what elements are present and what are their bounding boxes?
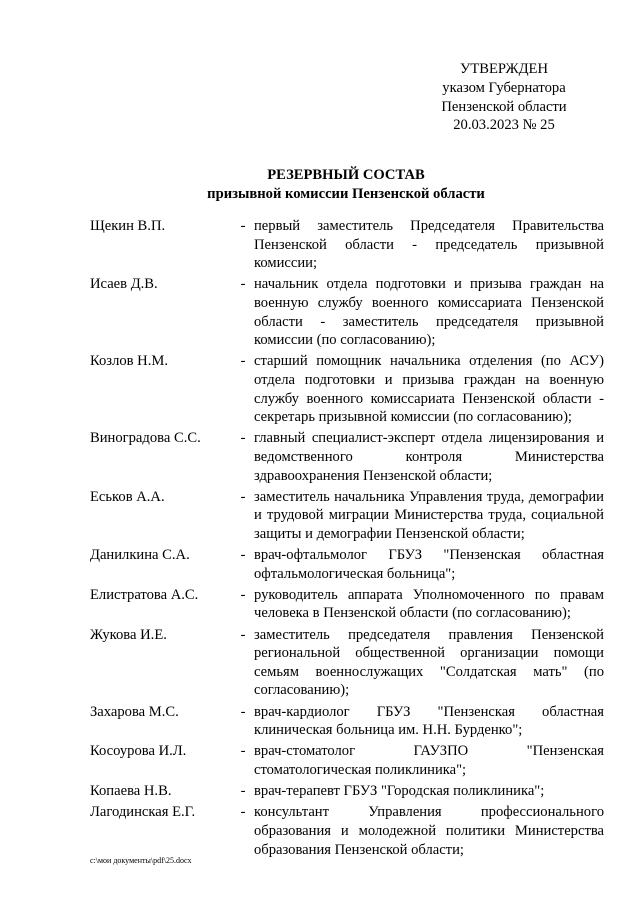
- separator-dash: -: [240, 743, 246, 760]
- roster-row: [90, 546, 604, 583]
- separator-dash: -: [240, 586, 246, 603]
- roster-row: [90, 782, 604, 801]
- member-position: заместитель начальника Управления труда, демографии и трудовой миграции Министерства труда, социальной защиты и демографии Пензенской области;: [254, 488, 604, 542]
- separator-dash: -: [240, 547, 246, 564]
- member-position: врач-офтальмолог ГБУЗ "Пензенская областная офтальмологическая больница";: [254, 547, 604, 582]
- member-name: Лагодинская Е.Г.: [90, 804, 196, 821]
- document-title: [90, 166, 602, 204]
- member-name: Жукова И.Е.: [90, 626, 167, 643]
- member-name: Елистратова А.С.: [90, 586, 199, 603]
- roster-row: [90, 703, 604, 740]
- roster-row: [90, 803, 604, 859]
- approval-region: Пензенской области: [441, 98, 567, 115]
- member-position: консультант Управления профессионального образования и молодежной политики Министерства образования Пензенской области;: [254, 804, 604, 858]
- separator-dash: -: [240, 804, 246, 821]
- member-name: Еськов А.А.: [90, 488, 165, 505]
- file-path-footer: c:\мои документы\pdf\25.docx: [90, 856, 192, 865]
- roster-row: [90, 217, 604, 273]
- approval-date-number: 20.03.2023 № 25: [453, 117, 555, 134]
- member-position: старший помощник начальника отделения (по АСУ) отдела подготовки и призыва граждан на военную службу военного комиссариата Пензенской области - секретарь призывной комиссии (по согласованию);: [254, 353, 604, 426]
- member-name: Данилкина С.А.: [90, 547, 190, 564]
- approval-decree: указом Губернатора: [442, 79, 566, 96]
- member-position: врач-терапевт ГБУЗ "Городская поликлиника";: [254, 783, 545, 800]
- member-position: главный специалист-эксперт отдела лицензирования и ведомственного контроля Министерства здравоохранения Пензенской области;: [254, 430, 604, 484]
- member-position: врач-стоматолог ГАУЗПО "Пензенская стоматологическая поликлиника";: [254, 743, 604, 778]
- member-position: начальник отдела подготовки и призыва граждан на военную службу военного комиссариата Пензенской области - заместитель председателя призывной комиссии (по согласованию);: [254, 276, 604, 349]
- roster-row: [90, 429, 604, 485]
- roster-row: [90, 275, 604, 349]
- member-name: Виноградова С.С.: [90, 430, 201, 447]
- member-position: врач-кардиолог ГБУЗ "Пензенская областная клиническая больница им. Н.Н. Бурденко";: [254, 703, 604, 739]
- member-position: заместитель председателя правления Пензенской региональной общественной организации помощи семьям военнослужащих "Солдатская мать" (по согласованию);: [254, 626, 604, 699]
- approval-stamp: [404, 60, 604, 135]
- title-main: РЕЗЕРВНЫЙ СОСТАВ: [267, 167, 425, 183]
- separator-dash: -: [240, 276, 246, 293]
- member-name: Копаева Н.В.: [90, 783, 172, 800]
- separator-dash: -: [240, 353, 246, 370]
- separator-dash: -: [240, 430, 246, 447]
- separator-dash: -: [240, 703, 246, 720]
- separator-dash: -: [240, 626, 246, 643]
- roster-row: [90, 352, 604, 426]
- roster-row: [90, 488, 604, 544]
- separator-dash: -: [240, 218, 246, 234]
- member-position: руководитель аппарата Уполномоченного по правам человека в Пензенской области (по согласованию);: [254, 586, 604, 622]
- commission-roster: [90, 217, 604, 862]
- approval-heading: УТВЕРЖДЕН: [460, 61, 548, 77]
- roster-row: [90, 742, 604, 779]
- member-name: Щекин В.П.: [90, 218, 166, 234]
- roster-row: [90, 586, 604, 623]
- member-name: Захарова М.С.: [90, 703, 179, 720]
- member-name: Косоурова И.Л.: [90, 743, 187, 760]
- member-name: Исаев Д.В.: [90, 276, 158, 293]
- member-name: Козлов Н.М.: [90, 353, 168, 370]
- separator-dash: -: [240, 488, 246, 505]
- separator-dash: -: [240, 783, 246, 800]
- member-position: первый заместитель Председателя Правительства Пензенской области - председатель призывной комиссии;: [254, 218, 604, 272]
- roster-row: [90, 626, 604, 700]
- title-sub: призывной комиссии Пензенской области: [207, 186, 485, 202]
